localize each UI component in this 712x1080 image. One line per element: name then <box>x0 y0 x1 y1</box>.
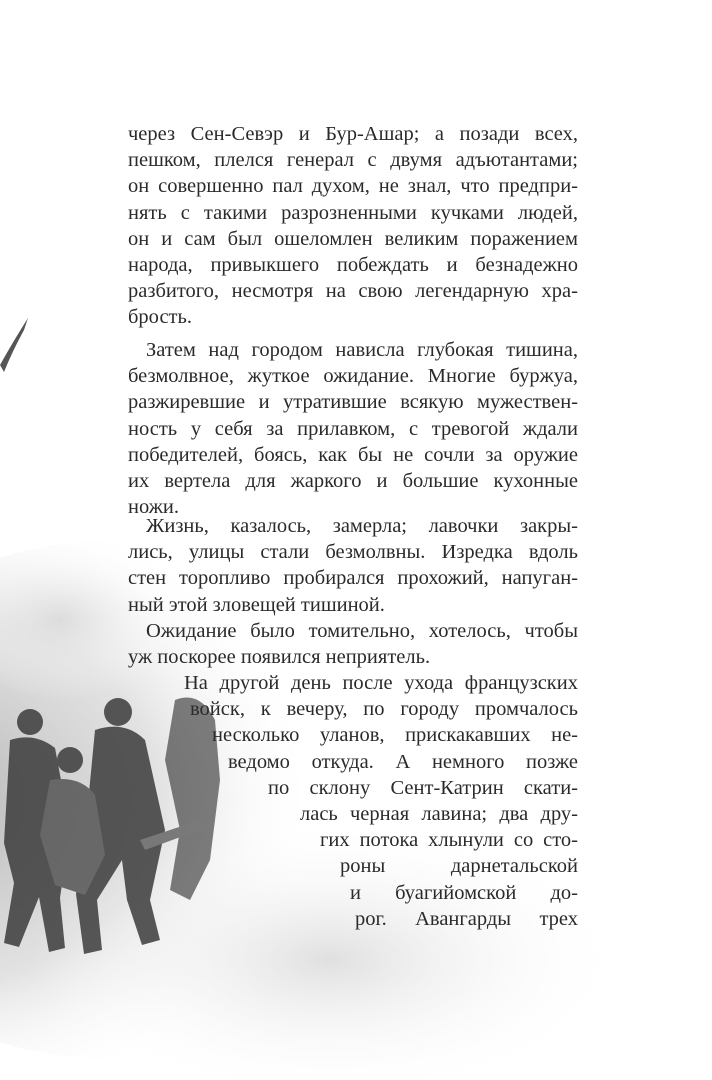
text-line: лись, улицы стали безмолвны. Изредка вдоль <box>128 541 578 564</box>
text-line: Ожидание было томительно, хотелось, чтобы <box>146 620 578 642</box>
text-line: и буагийомской до- <box>350 881 578 904</box>
text-line: победителей, боясь, как бы не сочли за оружие <box>128 443 578 466</box>
text-line: он и сам был ошеломлен великим поражением <box>128 227 578 250</box>
text-line: ность у себя за прилавком, с тревогой ждали <box>128 417 578 440</box>
text-line: уж поскорее появился неприятель. <box>128 646 431 669</box>
text-line: их вертела для жаркого и большие кухонные <box>128 470 578 492</box>
text-line: Жизнь, казалось, замерла; лавочки закры- <box>146 515 578 537</box>
text-line: брость. <box>128 306 192 329</box>
text-line: лась черная лавина; два дру- <box>300 803 578 825</box>
text-line: Затем над городом нависла глубокая тишина, <box>146 339 578 361</box>
text-line: разбитого, несмотря на свою легендарную хра- <box>128 280 578 303</box>
text-line: народа, привыкшего побеждать и безнадежно <box>128 254 578 276</box>
text-line: через Сен-Севэр и Бур-Ашар; а позади всех, <box>128 123 578 145</box>
text-line: разжиревшие и утратившие всякую мужествен- <box>128 391 578 414</box>
text-line: ведомо откуда. А немного позже <box>228 750 578 773</box>
text-line: ножи. <box>128 496 179 519</box>
text-line: стен торопливо пробирался прохожий, напуган- <box>128 567 578 590</box>
text-line: гих потока хлынули со сто- <box>320 829 578 852</box>
text-line: по склону Сент-Катрин скати- <box>268 776 578 799</box>
text-line: безмолвное, жуткое ожидание. Многие буржуа, <box>128 365 578 388</box>
text-line: пешком, плелся генерал с двумя адъютантами; <box>128 149 578 172</box>
text-line: роны дарнетальской <box>340 855 578 878</box>
text-line: ный этой зловещей тишиной. <box>128 593 385 616</box>
text-line: войск, к вечеру, по городу промчалось <box>190 698 578 721</box>
text-line: нять с такими разрозненными кучками людей, <box>128 201 578 224</box>
text-line: несколько уланов, прискакавших не- <box>212 724 578 747</box>
text-line: рог. Авангарды трех <box>355 907 578 930</box>
text-line: На другой день после ухода французских <box>184 672 578 694</box>
text-line: он совершенно пал духом, не знал, что предпри- <box>128 175 578 198</box>
